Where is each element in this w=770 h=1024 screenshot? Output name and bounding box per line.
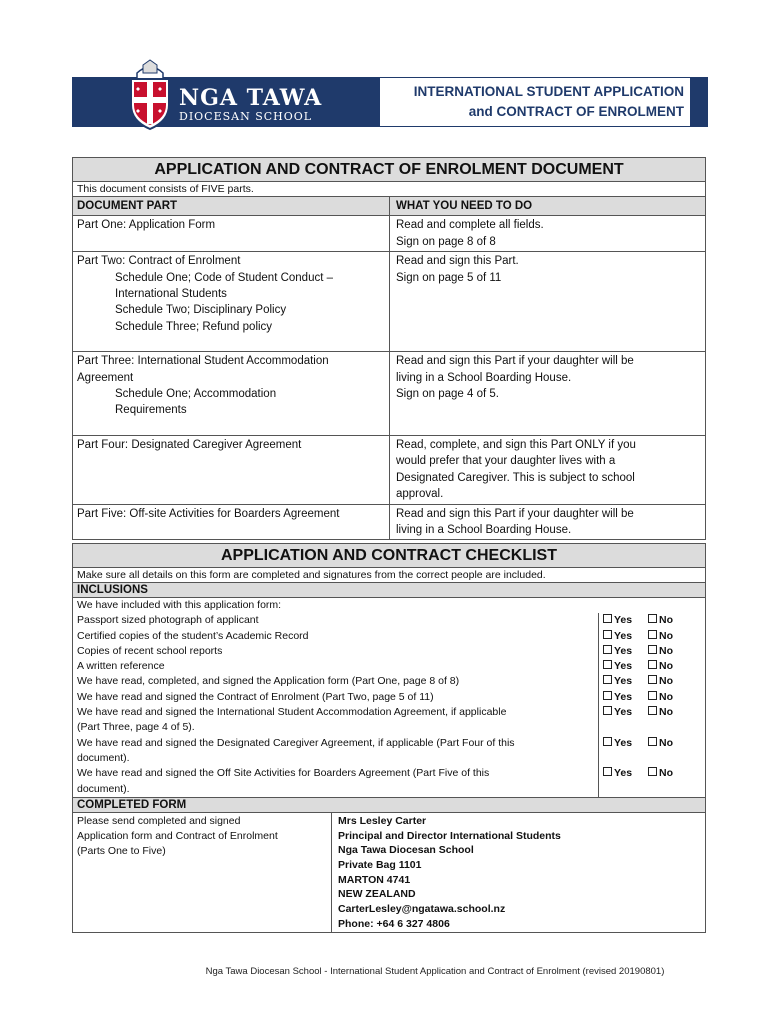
completed-form-heading: COMPLETED FORM [73,797,705,813]
no-option[interactable] [648,629,693,644]
no-checkbox[interactable] [648,630,657,639]
schedule-name: Schedule One; Accommodation [115,388,277,401]
address-line: Nga Tawa Diocesan School [338,844,474,857]
instruction-text: Designated Caregiver. This is subject to school [396,471,635,484]
no-option[interactable] [648,659,693,674]
yes-checkbox[interactable] [603,645,612,654]
checklist-text-line: We have read and signed the Off Site Activities for Boarders Agreement (Part Five of this [77,767,490,780]
checklist-item [73,766,705,797]
no-label: No [659,736,673,749]
checklist-item [73,674,705,689]
checklist-text-line: We have read, completed, and signed the Application form (Part One, page 8 of 8) [77,675,460,688]
document-part-cell [73,252,390,351]
checklist-text-line: We have read and signed the Designated Caregiver Agreement, if applicable (Part Four of this [77,736,515,749]
table-row [73,252,705,352]
schedule-name: Requirements [115,404,187,417]
checklist-item [73,644,705,659]
yes-option[interactable] [603,644,648,659]
document-part-cell [73,436,390,504]
section2-title: APPLICATION AND CONTRACT CHECKLIST [73,544,705,568]
inclusions-heading: INCLUSIONS [73,583,705,598]
no-checkbox[interactable] [648,645,657,654]
schedule-name: International Students [115,288,227,301]
table-row [73,352,705,436]
part-name: Part Three: International Student Accommodation [77,355,329,368]
yes-option[interactable] [603,674,648,689]
col-header-part: DOCUMENT PART [73,197,390,215]
yes-no-options [599,644,705,659]
no-checkbox[interactable] [648,691,657,700]
document-part-cell [73,216,390,251]
checklist-text-line: We have read and signed the Contract of Enrolment (Part Two, page 5 of 11) [77,690,434,703]
yes-label: Yes [614,660,633,673]
what-to-do-cell [390,252,705,351]
no-checkbox[interactable] [648,706,657,715]
instruction-text: Read, complete, and sign this Part ONLY if you [396,438,636,451]
part-name: Agreement [77,371,134,384]
no-label: No [659,629,673,642]
send-instruction-line: Please send completed and signed [77,814,241,827]
no-label: No [659,614,673,627]
completed-form-row [73,813,705,933]
yes-checkbox[interactable] [603,675,612,684]
document-title [414,82,684,122]
checklist-item-text [73,766,599,797]
no-checkbox[interactable] [648,675,657,684]
what-to-do-cell [390,436,705,504]
yes-label: Yes [614,736,633,749]
table-header-row [73,197,705,216]
instruction-text: Sign on page 8 of 8 [396,235,496,248]
instruction-text: Read and sign this Part if your daughter will be [396,355,634,368]
no-checkbox[interactable] [648,767,657,776]
instruction-text: Read and complete all fields. [396,219,544,232]
school-subtitle: DIOCESAN SCHOOL [179,110,313,123]
checklist-text-line: document). [77,782,130,795]
yes-label: Yes [614,690,633,703]
address-line: Private Bag 1101 [338,858,422,871]
send-instruction-line: (Parts One to Five) [77,844,166,857]
checklist-item-text [73,705,599,736]
no-label: No [659,690,673,703]
address-line: Phone: +64 6 327 4806 [338,917,450,930]
postal-address [332,813,705,933]
yes-no-options [599,659,705,674]
no-checkbox[interactable] [648,737,657,746]
checklist-item [73,705,705,736]
instruction-text: Sign on page 4 of 5. [396,388,499,401]
document-title-line1: INTERNATIONAL STUDENT APPLICATION [413,84,684,99]
address-line: NEW ZEALAND [338,888,416,901]
document-parts-table [72,157,706,540]
no-label: No [659,644,673,657]
checklist-text-line: Passport sized photograph of applicant [77,614,259,627]
what-to-do-cell [390,505,705,540]
yes-label: Yes [614,644,633,657]
no-option[interactable] [648,674,693,689]
no-label: No [659,675,673,688]
section2-intro: Make sure all details on this form are completed and signatures from the correct people are included. [73,568,705,583]
no-label: No [659,706,673,719]
checklist-text-line: Certified copies of the student’s Academic Record [77,629,309,642]
yes-checkbox[interactable] [603,630,612,639]
yes-checkbox[interactable] [603,691,612,700]
document-part-cell [73,352,390,435]
part-name: Part Two: Contract of Enrolment [77,255,241,268]
yes-no-options [599,690,705,705]
section1-intro: This document consists of FIVE parts. [73,182,705,197]
section1-title: APPLICATION AND CONTRACT OF ENROLMENT DOCUMENT [73,158,705,182]
checklist-item-text [73,629,599,644]
yes-checkbox[interactable] [603,767,612,776]
yes-no-options [599,674,705,689]
checklist-text-line: (Part Three, page 4 of 5). [77,721,195,734]
no-option[interactable] [648,690,693,705]
part-name: Part Four: Designated Caregiver Agreement [77,438,302,451]
checklist-item [73,613,705,628]
checklist-text-line: We have read and signed the International Student Accommodation Agreement, if applicable [77,706,507,719]
checklist-item-text [73,659,599,674]
document-title-line2: and CONTRACT OF ENROLMENT [468,104,684,119]
yes-no-options [599,736,705,767]
checklist-item-text [73,644,599,659]
checklist-item [73,659,705,674]
document-title-box [379,77,691,127]
page-footer: Nga Tawa Diocesan School - International Student Application and Contract of Enrolment (revised 20190801) [205,966,665,977]
yes-option[interactable] [603,659,648,674]
checklist-item-text [73,690,599,705]
address-line: Principal and Director International Students [338,829,561,842]
yes-label: Yes [614,675,633,688]
instruction-text: Read and sign this Part. [396,255,519,268]
address-line: MARTON 4741 [338,873,411,886]
schedule-name: Schedule Three; Refund policy [115,320,273,333]
yes-checkbox[interactable] [603,706,612,715]
page-header [72,59,708,126]
no-option[interactable] [648,705,693,736]
schedule-name: Schedule One; Code of Student Conduct – [115,271,334,284]
instruction-text: Sign on page 5 of 11 [396,271,502,284]
instruction-text: living in a School Boarding House. [396,371,572,384]
address-line: Mrs Lesley Carter [338,814,427,827]
yes-option[interactable] [603,705,648,736]
no-checkbox[interactable] [648,614,657,623]
checklist-item-text [73,613,599,628]
included-intro: We have included with this application form: [77,599,282,611]
yes-option[interactable] [603,613,648,628]
yes-label: Yes [614,767,633,780]
what-to-do-cell [390,216,705,251]
yes-option[interactable] [603,629,648,644]
checklist-item-text [73,674,599,689]
checklist-item [73,690,705,705]
checklist-text-line: Copies of recent school reports [77,644,223,657]
part-name: Part Five: Off-site Activities for Boarders Agreement [77,507,340,520]
yes-checkbox[interactable] [603,614,612,623]
checklist-item [73,629,705,644]
checklist-item [73,736,705,767]
yes-no-options [599,705,705,736]
yes-option[interactable] [603,690,648,705]
yes-checkbox[interactable] [603,737,612,746]
no-checkbox[interactable] [648,660,657,669]
school-crest-icon [125,59,175,131]
yes-no-options [599,766,705,797]
checklist-table [72,543,706,933]
send-instruction-line: Application form and Contract of Enrolment [77,829,278,842]
yes-option[interactable] [603,736,648,767]
instruction-text: living in a School Boarding House. [396,523,572,536]
checklist-text-line: A written reference [77,660,165,673]
what-to-do-cell [390,352,705,435]
checklist-item-text [73,736,599,767]
col-header-todo: WHAT YOU NEED TO DO [390,197,705,215]
table-row [73,436,705,505]
instruction-text: would prefer that your daughter lives with a [396,455,616,468]
checklist-text-line: document). [77,751,130,764]
instruction-text: Read and sign this Part if your daughter will be [396,507,634,520]
yes-no-options [599,613,705,628]
yes-checkbox[interactable] [603,660,612,669]
document-part-cell [73,505,390,540]
no-option[interactable] [648,766,693,797]
no-option[interactable] [648,644,693,659]
no-option[interactable] [648,613,693,628]
school-name: NGA TAWA [179,85,323,111]
no-label: No [659,767,673,780]
address-line: CarterLesley@ngatawa.school.nz [338,903,506,916]
no-option[interactable] [648,736,693,767]
no-label: No [659,660,673,673]
yes-label: Yes [614,614,633,627]
yes-label: Yes [614,629,633,642]
yes-label: Yes [614,706,633,719]
instruction-text: approval. [396,488,444,501]
yes-no-options [599,629,705,644]
schedule-name: Schedule Two; Disciplinary Policy [115,304,287,317]
send-instructions [73,813,332,933]
table-row [73,216,705,252]
part-name: Part One: Application Form [77,219,216,232]
yes-option[interactable] [603,766,648,797]
table-row [73,505,705,540]
